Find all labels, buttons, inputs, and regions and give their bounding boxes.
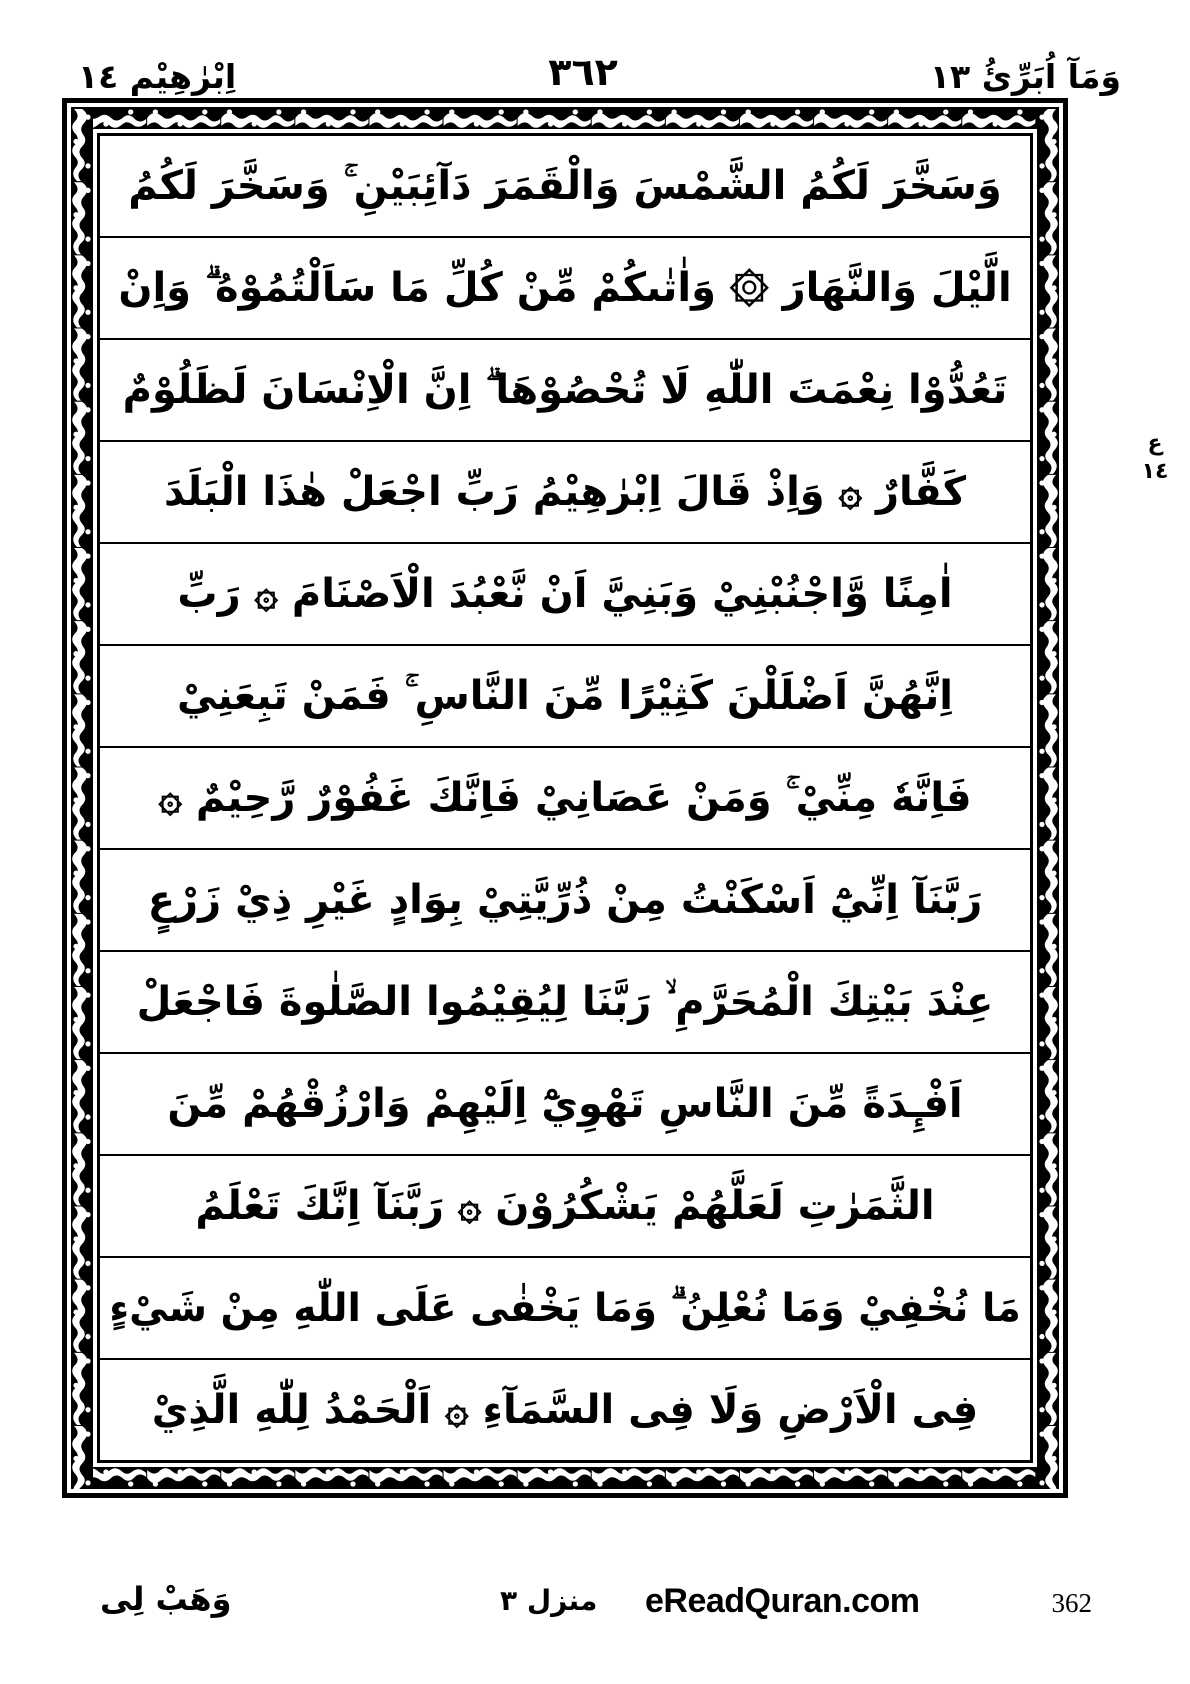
surah-name-label: اِبْرٰهِيْم ١٤	[78, 57, 237, 97]
quran-line-2[interactable]	[100, 238, 1030, 340]
quran-line-text: كَفَّارٌ ۞ وَاِذْ قَالَ اِبْرٰهِيْمُ رَبِّ اجْعَلْ هٰذَا الْبَلَدَ	[163, 469, 967, 515]
quran-line-text: اِنَّهُنَّ اَضْلَلْنَ كَثِيْرًا مِّنَ النَّاسِ ۚ فَمَنْ تَبِعَنِيْ	[177, 673, 953, 719]
quran-line-text: فَاِنَّهٗ مِنِّيْ ۚ وَمَنْ عَصَانِيْ فَاِنَّكَ غَفُوْرٌ رَّحِيْمٌ ۞	[158, 775, 972, 821]
quran-line-10[interactable]	[100, 1054, 1030, 1156]
border-ornament-bottom	[71, 1467, 1059, 1489]
quran-line-text: رَبَّنَآ اِنِّيْٓ اَسْكَنْتُ مِنْ ذُرِّيَّتِيْ بِوَادٍ غَيْرِ ذِيْ زَرْعٍ	[147, 877, 983, 923]
footer-page-number: 362	[1051, 1588, 1092, 1618]
quran-line-text: الَّيْلَ وَالنَّهَارَ ۞ وَاٰتٰىكُمْ مِّنْ كُلِّ مَا سَاَلْتُمُوْهُ ۗ وَاِنْ	[118, 265, 1012, 311]
ruku-marker	[1138, 430, 1172, 485]
ruku-number: ١٤	[1141, 458, 1169, 484]
vine-pattern-right-icon	[1037, 107, 1059, 1489]
quran-line-text: وَسَخَّرَ لَكُمُ الشَّمْسَ وَالْقَمَرَ دَآئِبَيْنِ ۚ وَسَخَّرَ لَكُمُ	[128, 163, 1002, 209]
quran-line-5[interactable]	[100, 544, 1030, 646]
quran-line-6[interactable]	[100, 646, 1030, 748]
juz-name-label: وَمَآ اُبَرِّئُ ١٣	[929, 57, 1121, 97]
quran-line-11[interactable]	[100, 1156, 1030, 1258]
quran-line-text: تَعُدُّوْا نِعْمَتَ اللّٰهِ لَا تُحْصُوْهَا ۗ اِنَّ الْاِنْسَانَ لَظَلُوْمٌ	[122, 367, 1008, 413]
quran-line-9[interactable]	[100, 952, 1030, 1054]
ruku-symbol: ع	[1147, 431, 1163, 456]
border-ornament-left	[71, 107, 93, 1489]
vine-pattern-top-icon	[71, 107, 1059, 129]
quran-text-body	[97, 133, 1033, 1463]
border-ornament-right	[1037, 107, 1059, 1489]
footer-website-label: eReadQuran.com	[645, 1582, 920, 1620]
quran-line-1[interactable]	[100, 136, 1030, 238]
quran-line-3[interactable]	[100, 340, 1030, 442]
border-ornament-top	[71, 107, 1059, 129]
quran-line-8[interactable]	[100, 850, 1030, 952]
vine-pattern-left-icon	[71, 107, 93, 1489]
vine-pattern-bottom-icon	[71, 1467, 1059, 1489]
footer-catchword: وَهَبْ لِى	[100, 1580, 232, 1618]
quran-line-12[interactable]	[100, 1258, 1030, 1360]
page-footer	[70, 1580, 1150, 1660]
quran-line-13[interactable]	[100, 1360, 1030, 1460]
page-header	[60, 34, 1135, 96]
quran-line-text: عِنْدَ بَيْتِكَ الْمُحَرَّمِ ۙ رَبَّنَا لِيُقِيْمُوا الصَّلٰوةَ فَاجْعَلْ	[136, 979, 994, 1025]
quran-line-4[interactable]	[100, 442, 1030, 544]
quran-line-text: اٰمِنًا وَّاجْنُبْنِيْ وَبَنِيَّ اَنْ نَّعْبُدَ الْاَصْنَامَ ۞ رَبِّ	[177, 571, 953, 617]
quran-line-7[interactable]	[100, 748, 1030, 850]
quran-page-frame	[62, 98, 1068, 1498]
quran-line-text: فِى الْاَرْضِ وَلَا فِى السَّمَآءِ ۞ اَلْحَمْدُ لِلّٰهِ الَّذِيْ	[151, 1387, 979, 1433]
footer-manzil-label: منزل ٣	[500, 1584, 598, 1617]
page-number-arabic: ٣٦٢	[548, 50, 618, 94]
quran-line-text: مَا نُخْفِيْ وَمَا نُعْلِنُ ۗ وَمَا يَخْفٰى عَلَى اللّٰهِ مِنْ شَيْءٍ	[109, 1285, 1021, 1331]
quran-line-text: الثَّمَرٰتِ لَعَلَّهُمْ يَشْكُرُوْنَ ۞ رَبَّنَآ اِنَّكَ تَعْلَمُ	[195, 1183, 935, 1229]
quran-line-text: اَفْـِٕدَةً مِّنَ النَّاسِ تَهْوِيْٓ اِلَيْهِمْ وَارْزُقْهُمْ مِّنَ	[167, 1081, 963, 1127]
